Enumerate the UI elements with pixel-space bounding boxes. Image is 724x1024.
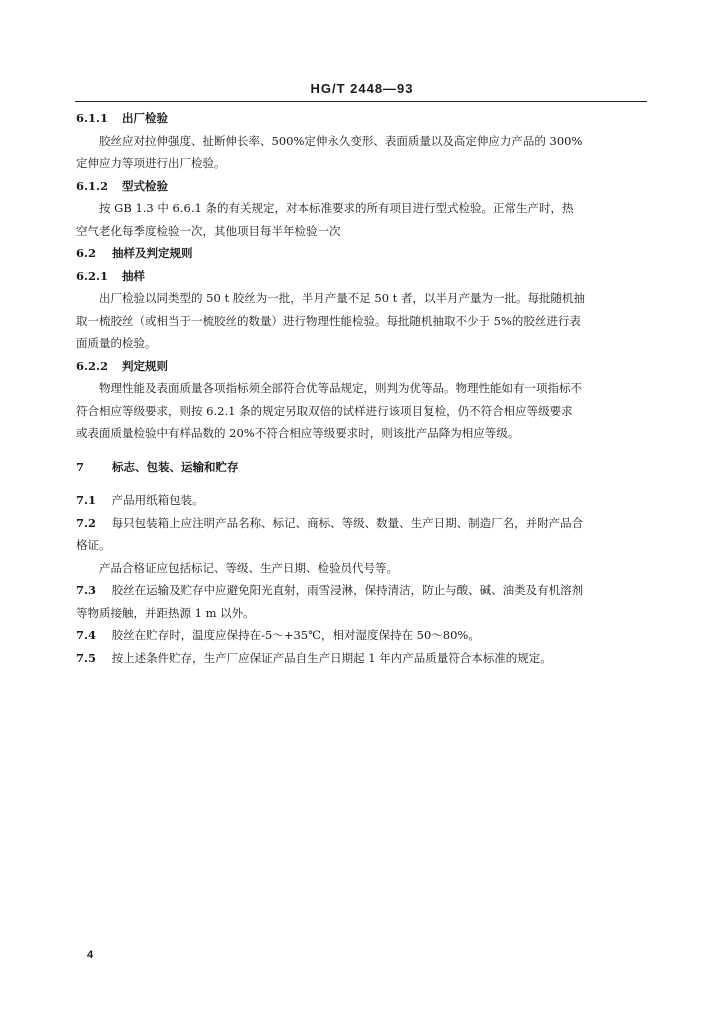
section-number: 7.2 (76, 515, 97, 530)
page-header: HG/T 2448—93 (310, 81, 414, 96)
section-number: 6.2.1 (76, 268, 109, 283)
clause-text: 胶丝在贮存时，温度应保持在-5～+35℃，相对湿度保持在 50～80%。 (111, 628, 480, 642)
paragraph-line: 符合相应等级要求，则按 6.2.1 条的规定另取双倍的试样进行该项目复检，仍不符合相应等级要求 (76, 403, 573, 418)
paragraph-line: 格证。 (76, 538, 111, 552)
paragraph-line: 胶丝应对拉伸强度、扯断伸长率、500%定伸永久变形、表面质量以及高定伸应力产品的 300% (99, 133, 583, 148)
section-number: 7.5 (76, 650, 97, 665)
paragraph-line: 物理性能及表面质量各项指标须全部符合优等品规定，则判为优等品。物理性能如有一项指标不 (99, 381, 582, 395)
clause-text: 每只包装箱上应注明产品名称、标记、商标、等级、数量、生产日期、制造厂名，并附产品合 (111, 515, 584, 530)
paragraph-line: 取一梳胶丝（或相当于一梳胶丝的数量）进行物理性能检验。每批随机抽取不少于 5%的胶丝进行表 (76, 313, 581, 328)
section-number: 7 (76, 459, 85, 474)
paragraph-line: 定伸应力等项进行出厂检验。 (76, 156, 226, 170)
heading-7 (76, 456, 650, 479)
page-number: 4 (87, 949, 94, 961)
section-title: 出厂检验 (122, 111, 169, 125)
section-number: 7.4 (76, 628, 97, 642)
clause-text: 按上述条件贮存，生产厂应保证产品自生产日期起 1 年内产品质量符合本标准的规定。 (111, 650, 552, 665)
clause-7-3 (76, 579, 650, 602)
section-number: 7.1 (76, 493, 97, 507)
paragraph-line: 面质量的检验。 (76, 336, 157, 350)
section-title: 抽样 (122, 268, 146, 283)
section-number: 6.1.2 (76, 178, 109, 193)
document-body (76, 107, 650, 669)
heading-6-2-1 (76, 265, 650, 288)
section-title: 标志、包装、运输和贮存 (112, 459, 239, 474)
paragraph-line: 空气老化每季度检验一次，其他项目每半年检验一次 (76, 223, 341, 238)
clause-text: 胶丝在运输及贮存中应避免阳光直射，雨雪浸淋，保持清洁，防止与酸、碱、油类及有机溶剂 (111, 583, 584, 597)
header-rule (75, 101, 647, 102)
paragraph-line: 按 GB 1.3 中 6.6.1 条的有关规定，对本标准要求的所有项目进行型式检验。正常生产时，热 (99, 201, 574, 215)
clause-7-5 (76, 647, 650, 670)
heading-6-2 (76, 242, 650, 265)
section-title: 抽样及判定规则 (112, 246, 193, 260)
section-title: 判定规则 (122, 358, 169, 373)
section-number: 7.3 (76, 583, 97, 597)
paragraph-line: 出厂检验以同类型的 50 t 胶丝为一批，半月产量不足 50 t 者，以半月产量为一批。每批随机抽 (99, 291, 585, 305)
clause-7-2 (76, 512, 650, 535)
section-number: 6.2 (76, 246, 97, 260)
heading-6-2-2 (76, 355, 650, 378)
paragraph-line: 等物质接触，并距热源 1 m 以外。 (76, 605, 255, 620)
heading-6-1-1 (76, 107, 650, 130)
clause-7-4 (76, 624, 650, 647)
heading-6-1-2 (76, 175, 650, 198)
section-number: 6.1.1 (76, 111, 109, 125)
section-number: 6.2.2 (76, 358, 109, 373)
section-title: 型式检验 (122, 178, 169, 193)
paragraph-line: 或表面质量检验中有样品数的 20%不符合相应等级要求时，则该批产品降为相应等级。 (76, 426, 520, 440)
paragraph-line: 产品合格证应包括标记、等级、生产日期、检验员代号等。 (99, 560, 398, 575)
clause-7-1 (76, 489, 650, 512)
clause-text: 产品用纸箱包装。 (111, 493, 204, 507)
